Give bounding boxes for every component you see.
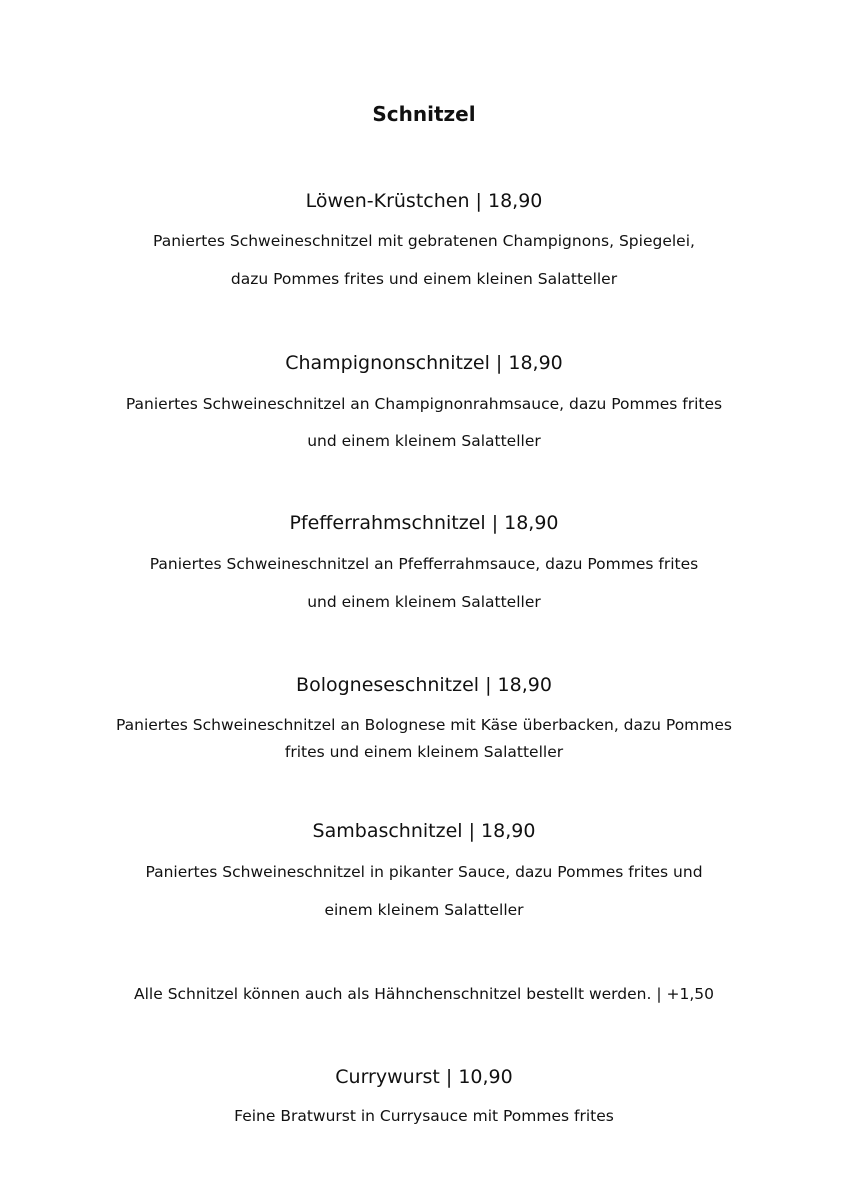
menu-item-description: und einem kleinem Salatteller [307,432,541,450]
chicken-option-note: Alle Schnitzel können auch als Hähnchenschnitzel bestellt werden. | +1,50 [134,985,714,1003]
menu-item-name: Löwen-Krüstchen | 18,90 [305,190,543,212]
menu-item-description: Paniertes Schweineschnitzel an Champignonrahmsauce, dazu Pommes frites [125,395,723,413]
menu-item-name: Pfefferrahmschnitzel | 18,90 [289,512,559,534]
menu-item-description: einem kleinem Salatteller [324,901,524,919]
menu-item-description: dazu Pommes frites und einem kleinen Salatteller [230,270,618,288]
menu-item-description: Feine Bratwurst in Currysauce mit Pommes frites [234,1107,614,1125]
menu-item-description: Paniertes Schweineschnitzel an Pfefferrahmsauce, dazu Pommes frites [149,555,699,573]
menu-item-description: Paniertes Schweineschnitzel an Bolognese mit Käse überbacken, dazu Pommes [115,716,732,734]
menu-item-description: und einem kleinem Salatteller [307,593,541,611]
menu-item-description: Paniertes Schweineschnitzel mit gebratenen Champignons, Spiegelei, [153,232,695,250]
menu-item-name: Sambaschnitzel | 18,90 [312,820,536,842]
menu-item-name: Currywurst | 10,90 [335,1066,513,1088]
menu-item-name: Bologneseschnitzel | 18,90 [296,674,552,696]
menu-item-name: Champignonschnitzel | 18,90 [285,352,563,374]
section-title: Schnitzel [372,102,476,126]
menu-item-description: Paniertes Schweineschnitzel in pikanter Sauce, dazu Pommes frites und [145,863,703,881]
menu-item-description: frites und einem kleinem Salatteller [284,743,564,761]
